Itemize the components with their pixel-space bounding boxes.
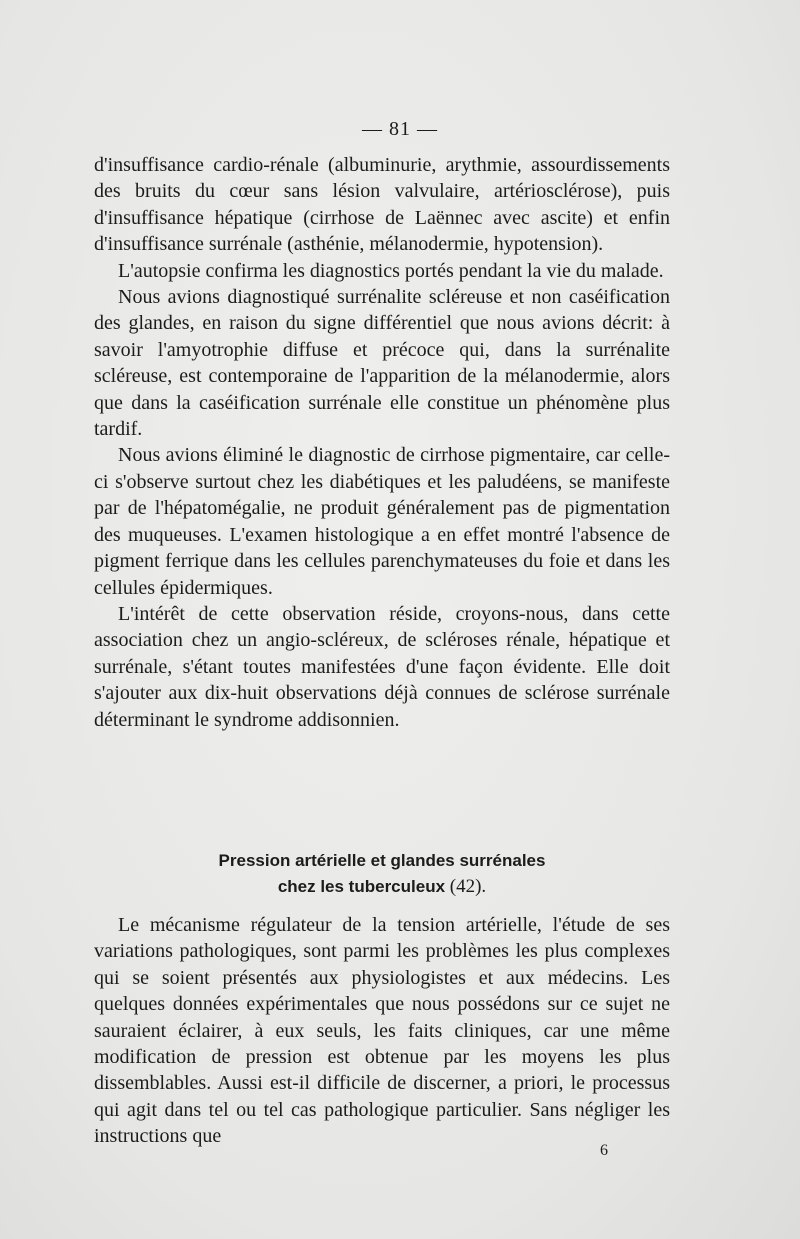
- paragraph: Nous avions diagnostiqué surrénalite scléreuse et non caséification des glandes, en raison du signe différentiel que nous avions décrit: à savoir l'amyotrophie diffuse et précoce qui, dans la surrénalite scléreuse, est contemporaine de l'apparition de la mélanodermie, alors que dans la caséification surrénale elle constitue un phénomène plus tardif.: [94, 286, 670, 441]
- section-heading: [94, 848, 670, 900]
- heading-reference: (42).: [449, 876, 487, 897]
- body-text-bottom: [94, 912, 670, 1150]
- paragraph: L'intérêt de cette observation réside, croyons-nous, dans cette association chez un angio-scléreux, de scléroses rénale, hépatique et surrénale, s'étant toutes manifestées d'une façon évidente. Elle doit s'ajouter aux dix-huit observations déjà connues de sclérose surrénale déterminant le syndrome addisonnien.: [94, 602, 670, 731]
- paragraph: L'autopsie confirma les diagnostics portés pendant la vie du malade.: [118, 259, 664, 282]
- heading-line-1: Pression artérielle et glandes surrénales: [218, 851, 546, 870]
- heading-line-2: [94, 874, 670, 900]
- signature-mark: 6: [600, 1142, 608, 1159]
- paragraph: Nous avions éliminé le diagnostic de cirrhose pigmentaire, car celle-ci s'observe surtout chez les diabétiques et les paludéens, se manifeste par de l'hépatomégalie, ne produit généralement pas de pigmentation des muqueuses. L'examen histologique a en effet montré l'absence de pigment ferrique dans les cellules parenchymateuses du foie et dans les cellules épidermiques.: [94, 444, 670, 599]
- paragraph: d'insuffisance cardio-rénale (albuminurie, arythmie, assourdissements des bruits du cœur sans lésion valvulaire, artériosclérose), puis d'insuffisance hépatique (cirrhose de Laënnec avec ascite) et enfin d'insuffisance surrénale (asthénie, mélanodermie, hypotension).: [94, 154, 670, 256]
- paragraph: Le mécanisme régulateur de la tension artérielle, l'étude de ses variations pathologiques, sont parmi les problèmes les plus complexes qui se soient présentés aux physiologistes et aux médecins. Les quelques données expérimentales que nous possédons sur ce sujet ne sauraient éclairer, à eux seuls, les faits cliniques, car une même modification de pression est obtenue par les moyens les plus dissemblables. Aussi est-il difficile de discerner, a priori, le processus qui agit dans tel ou tel cas pathologique particulier. Sans négliger les instructions que: [94, 914, 670, 1148]
- heading-line-2-text: chez les tuberculeux: [277, 877, 446, 896]
- body-text-top: [94, 152, 670, 733]
- page-number: — 81 —: [362, 118, 438, 140]
